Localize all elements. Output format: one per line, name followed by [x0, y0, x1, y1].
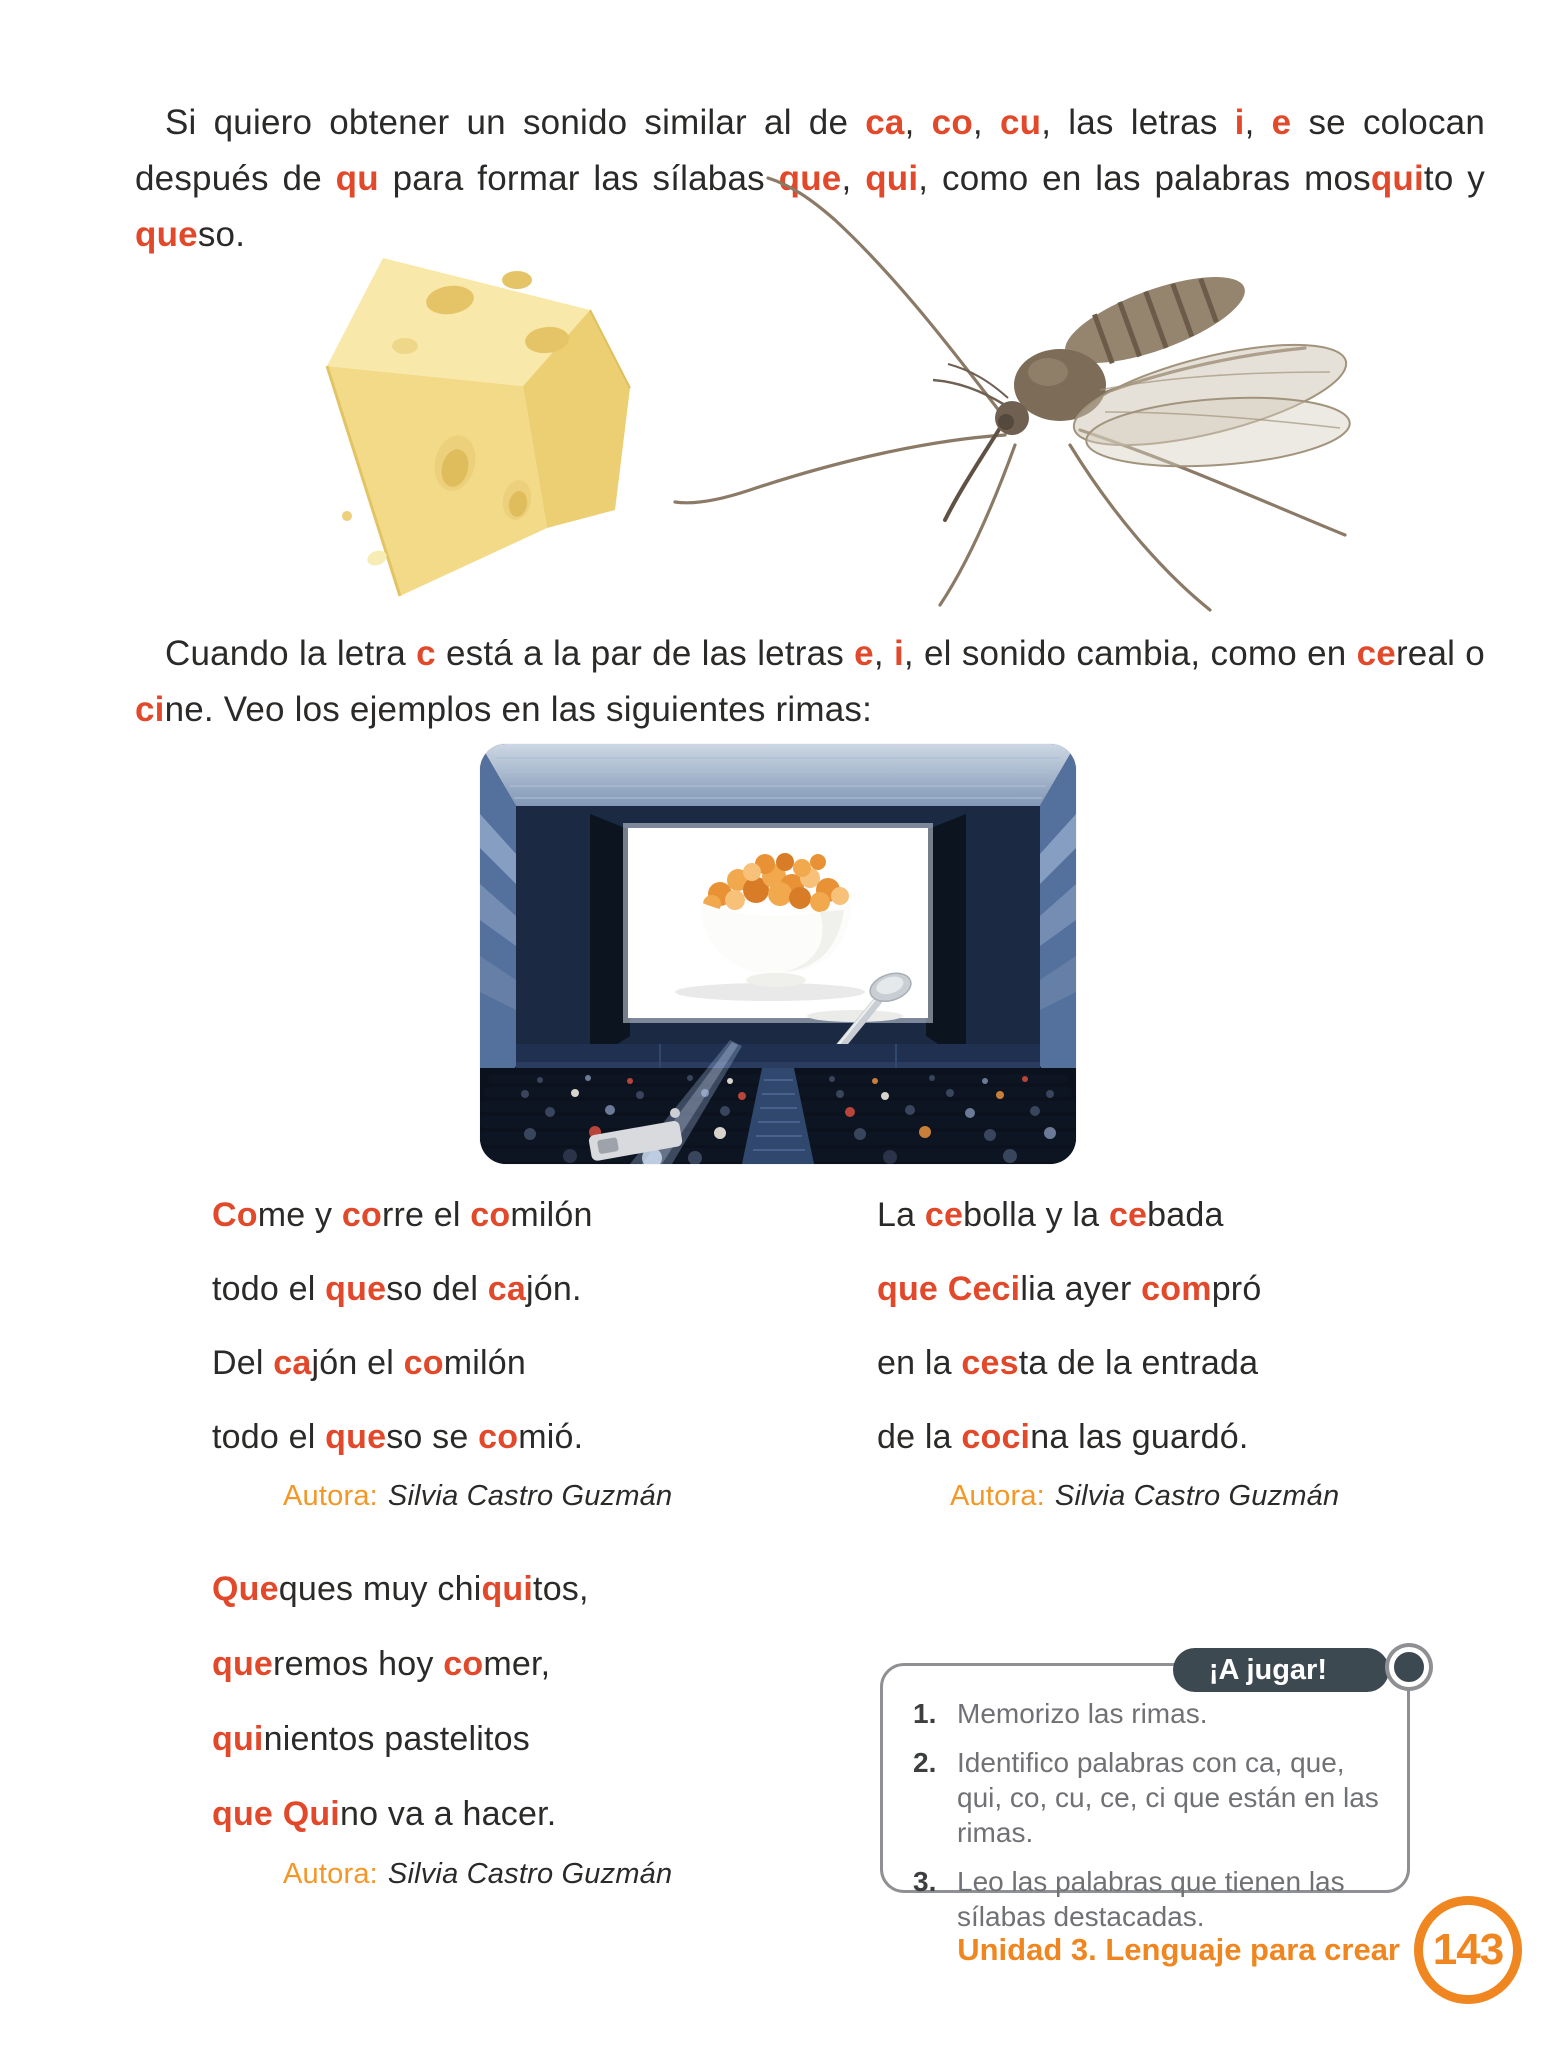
activity-list [883, 1666, 1407, 1934]
mosquito-icon [600, 160, 1410, 630]
author-label: Autora: [283, 1480, 378, 1512]
rhyme-line: Come y corre el comilón [212, 1196, 593, 1234]
item-text: Leo las palabras que tienen las sílabas destacadas. [957, 1866, 1345, 1932]
item-number: 2. [913, 1747, 937, 1778]
author-name: Silvia Castro Guzmán [387, 1480, 673, 1512]
list-item [913, 1864, 1381, 1934]
rhyme-line: de la cocina las guardó. [877, 1418, 1249, 1456]
rhyme-line: quinientos pastelitos [212, 1720, 530, 1758]
rhyme-line: en la cesta de la entrada [877, 1344, 1259, 1382]
rhyme-line: todo el queso del cajón. [212, 1270, 582, 1308]
author-name: Silvia Castro Guzmán [1054, 1480, 1340, 1512]
rhyme-right [877, 1178, 1339, 1513]
rhyme-line: todo el queso se comió. [212, 1418, 584, 1456]
rhyme-line: queremos hoy comer, [212, 1645, 551, 1683]
author-label: Autora: [950, 1480, 1045, 1512]
rhyme-line: Queques muy chiquitos, [212, 1570, 589, 1608]
rhyme-author [877, 1480, 1339, 1513]
rhyme-bottom [212, 1552, 672, 1891]
activity-tab [1173, 1648, 1389, 1692]
intro-paragraph: Si quiero obtener un sonido similar al de ca, co, cu, las letras i, e se colocan después de qu para formar las sílabas que, qui, como en las palabras mosquito y queso. [135, 103, 1486, 254]
page-number-badge [1414, 1896, 1522, 2004]
second-paragraph: Cuando la letra c está a la par de las letras e, i, el sonido cambia, como en cereal o cine. Veo los ejemplos en las siguientes rimas: [135, 634, 1485, 729]
author-name: Silvia Castro Guzmán [387, 1858, 673, 1890]
activity-tab-label: ¡A jugar! [1208, 1654, 1327, 1686]
cinema-scene-icon [480, 744, 1076, 1164]
rhyme-line: que Quino va a hacer. [212, 1795, 557, 1833]
list-item [913, 1745, 1381, 1850]
mosquito-photo [600, 160, 1410, 630]
page-number: 143 [1432, 1925, 1504, 1974]
item-text: Memorizo las rimas. [957, 1698, 1208, 1729]
rhyme-line: que Cecilia ayer compró [877, 1270, 1262, 1308]
rhyme-author [212, 1858, 672, 1891]
author-label: Autora: [283, 1858, 378, 1890]
rhyme-author [212, 1480, 672, 1513]
activity-box [880, 1654, 1410, 1932]
item-number: 3. [913, 1866, 937, 1897]
rhyme-left [212, 1178, 672, 1513]
item-number: 1. [913, 1698, 937, 1729]
item-text: Identifico palabras con ca, que, qui, co, cu, ce, ci que están en las rimas. [957, 1747, 1379, 1848]
cinema-photo [480, 744, 1076, 1164]
activity-tab-circle-icon [1389, 1647, 1429, 1687]
rhyme-line: La cebolla y la cebada [877, 1196, 1224, 1234]
rhyme-line: Del cajón el comilón [212, 1344, 526, 1382]
unit-footer-label: Unidad 3. Lenguaje para crear [957, 1932, 1400, 1967]
list-item [913, 1696, 1381, 1731]
